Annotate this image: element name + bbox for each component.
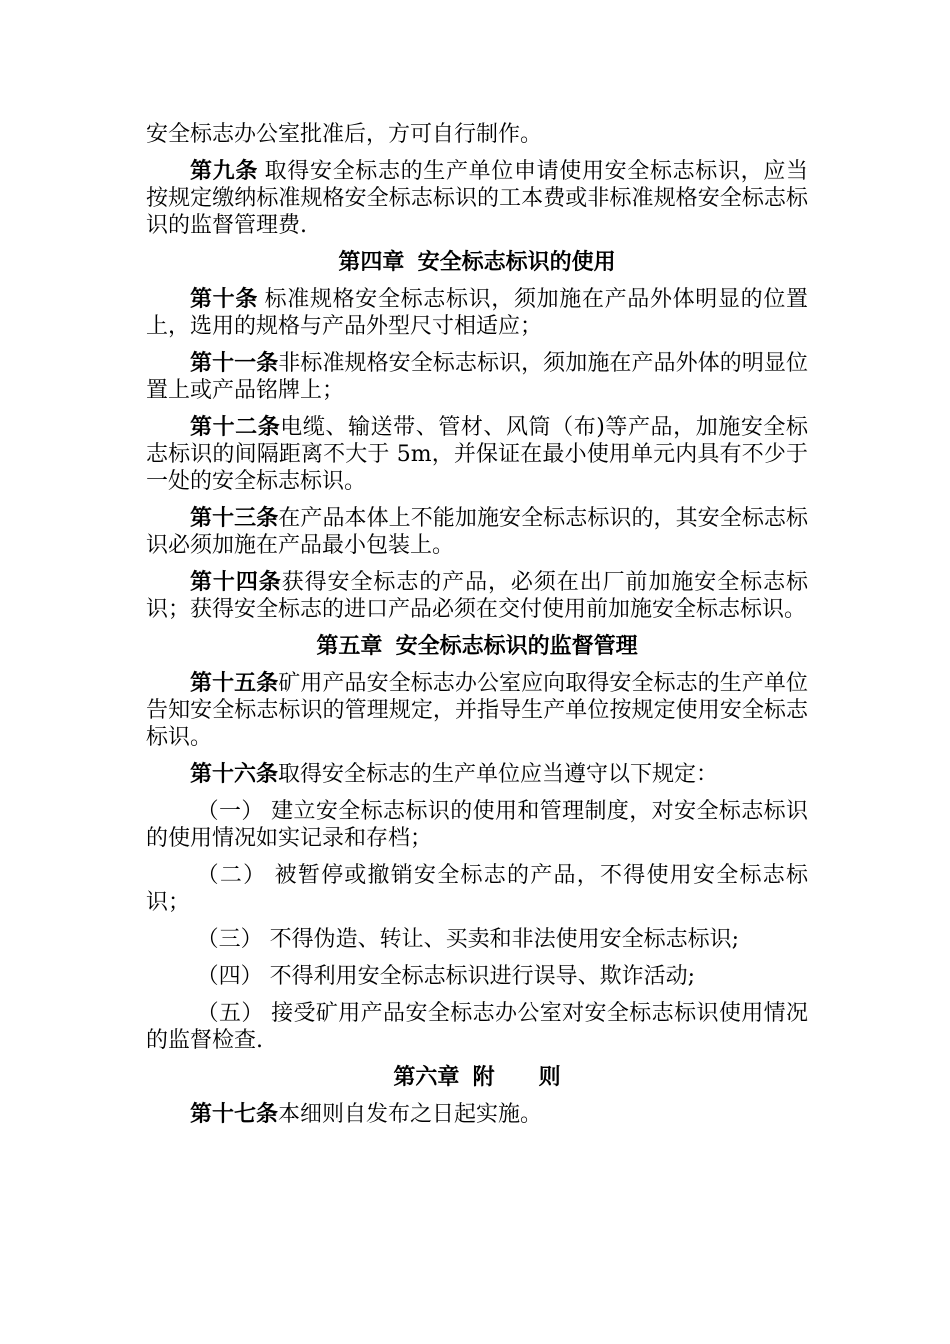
chapter-5-heading — [146, 633, 808, 660]
article-number: 第十五条 — [190, 670, 279, 696]
list-item: （二） 被暂停或撤销安全标志的产品，不得使用安全标志标识； — [146, 863, 808, 915]
article-text: 取得安全标志的生产单位应当遵守以下规定： — [278, 762, 719, 787]
article-14 — [146, 569, 808, 623]
article-text: 非标准规格安全标志标识，须加施在产品外体的明显位置上或产品铭牌上； — [146, 351, 808, 403]
article-text: 取得安全标志的生产单位申请使用安全标志标识，应当按规定缴纳标准规格安全标志标识的工本费或非标准规格安全标志标识的监督管理费. — [146, 159, 808, 238]
article-number: 第十三条 — [190, 505, 279, 531]
article-text: 电缆、输送带、管材、风筒（布)等产品，加施安全标志标识的间隔距离不大于 5m，并保证在最小使用单元内具有不少于一处的安全标志标识。 — [146, 415, 808, 494]
article-15 — [146, 670, 808, 751]
article-10 — [146, 286, 808, 340]
article-text: 矿用产品安全标志办公室应向取得安全标志的生产单位告知安全标志标识的管理规定，并指导生产单位按规定使用安全标志标识。 — [146, 671, 808, 750]
paragraph-continuation: 安全标志办公室批准后，方可自行制作。 — [146, 122, 543, 147]
chapter-title: 附 则 — [472, 1065, 561, 1090]
list-item: （三） 不得伪造、转让、买卖和非法使用安全标志标识; — [196, 927, 740, 952]
chapter-number: 第六章 — [393, 1065, 460, 1090]
chapter-4-heading — [146, 249, 808, 276]
list-item: （五） 接受矿用产品安全标志办公室对安全标志标识使用情况的监督检查. — [146, 1001, 808, 1053]
article-number: 第十七条 — [190, 1101, 279, 1127]
chapter-number: 第五章 — [316, 634, 383, 659]
article-13 — [146, 505, 808, 559]
article-text: 标准规格安全标志标识，须加施在产品外体明显的位置上，选用的规格与产品外型尺寸相适应； — [146, 287, 808, 339]
article-text: 获得安全标志的产品，必须在出厂前加施安全标志标识；获得安全标志的进口产品必须在交付使用前加施安全标志标识。 — [146, 570, 808, 622]
article-number: 第十一条 — [190, 350, 279, 376]
article-text: 本细则自发布之日起实施。 — [278, 1102, 543, 1127]
article-9 — [146, 158, 808, 239]
article-17 — [146, 1101, 808, 1128]
article-number: 第十四条 — [190, 569, 282, 595]
article-16 — [146, 761, 808, 788]
chapter-title: 安全标志标识的使用 — [417, 250, 616, 275]
chapter-title: 安全标志标识的监督管理 — [395, 634, 638, 659]
article-number: 第九条 — [190, 158, 259, 184]
list-item: （一） 建立安全标志标识的使用和管理制度，对安全标志标识的使用情况如实记录和存档； — [146, 799, 808, 851]
article-number: 第十二条 — [190, 414, 281, 440]
article-11 — [146, 350, 808, 404]
article-number: 第十条 — [190, 286, 259, 312]
chapter-number: 第四章 — [338, 250, 405, 275]
list-item: （四） 不得利用安全标志标识进行误导、欺诈活动; — [196, 964, 696, 989]
article-number: 第十六条 — [190, 761, 279, 787]
chapter-6-heading — [146, 1064, 808, 1091]
document-body — [146, 121, 808, 1138]
article-text: 在产品本体上不能加施安全标志标识的，其安全标志标识必须加施在产品最小包装上。 — [146, 506, 808, 558]
article-12 — [146, 414, 808, 495]
